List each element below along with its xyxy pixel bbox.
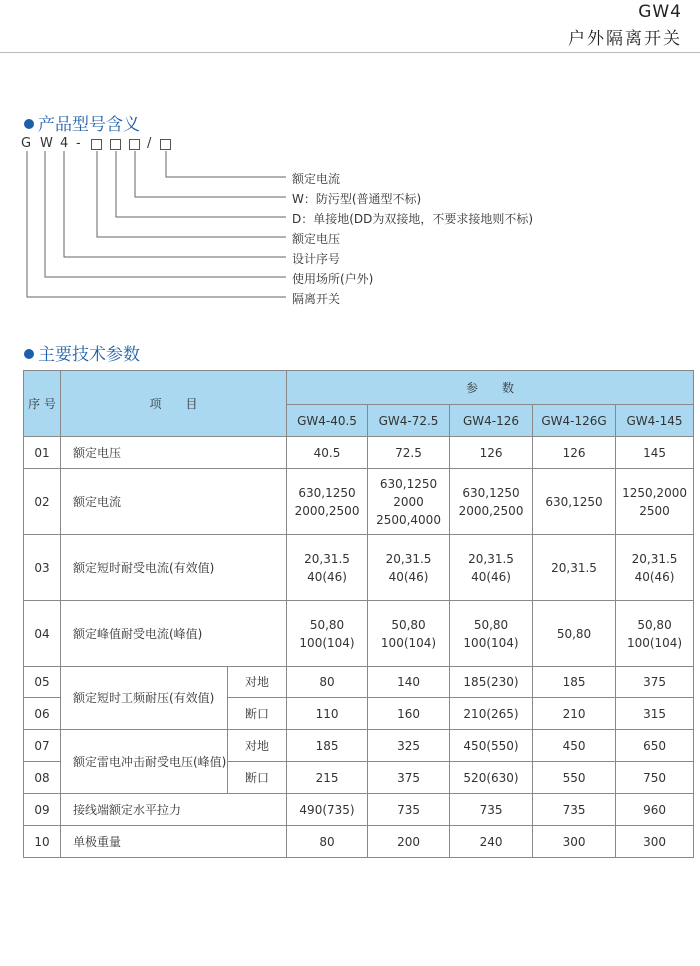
code-char-w: W <box>40 136 53 151</box>
cell: 375 <box>616 667 694 698</box>
cell: 960 <box>616 794 694 826</box>
cell: 50,80 <box>533 601 616 667</box>
row-no: 10 <box>24 826 61 858</box>
cell: 110 <box>287 698 368 730</box>
row-item: 额定短时工频耐压(有效值) <box>61 667 228 730</box>
cell: 325 <box>368 730 450 762</box>
cell: 145 <box>616 437 694 469</box>
code-char-g: G <box>21 136 32 151</box>
cell: 80 <box>287 826 368 858</box>
cell: 20,31.5 40(46) <box>450 535 533 601</box>
legend-disconnect-switch: 隔离开关 <box>292 292 341 306</box>
cell: 20,31.5 40(46) <box>368 535 450 601</box>
table-row <box>24 469 694 535</box>
cell: 300 <box>616 826 694 858</box>
cell: 50,80 100(104) <box>368 601 450 667</box>
header-no: 序 号 <box>24 371 61 437</box>
cell: 20,31.5 40(46) <box>616 535 694 601</box>
cell: 630,1250 <box>533 469 616 535</box>
cell: 126 <box>533 437 616 469</box>
cell: 490(735) <box>287 794 368 826</box>
cell: 630,1250 2000,2500 <box>450 469 533 535</box>
header-item: 项 目 <box>61 371 287 437</box>
row-item: 额定雷电冲击耐受电压(峰值) <box>61 730 228 794</box>
section-tech-params-title: 主要技术参数 <box>24 340 140 365</box>
legend-rated-voltage: 额定电压 <box>292 232 341 246</box>
cell: 315 <box>616 698 694 730</box>
legend-rated-current: 额定电流 <box>292 172 341 186</box>
cell: 210(265) <box>450 698 533 730</box>
table-row <box>24 601 694 667</box>
row-sub: 对地 <box>228 667 287 698</box>
row-item: 接线端额定水平拉力 <box>61 794 287 826</box>
header-title: 户外隔离开关 <box>568 29 682 49</box>
cell: 185 <box>533 667 616 698</box>
model-header: GW4-72.5 <box>368 405 450 437</box>
cell: 210 <box>533 698 616 730</box>
cell: 185(230) <box>450 667 533 698</box>
cell: 735 <box>533 794 616 826</box>
cell: 300 <box>533 826 616 858</box>
cell: 630,1250 2000 2500,4000 <box>368 469 450 535</box>
cell: 50,80 100(104) <box>287 601 368 667</box>
cell: 750 <box>616 762 694 794</box>
row-no: 03 <box>24 535 61 601</box>
cell: 630,1250 2000,2500 <box>287 469 368 535</box>
cell: 140 <box>368 667 450 698</box>
table-row <box>24 826 694 858</box>
cell: 80 <box>287 667 368 698</box>
code-char-4: 4 <box>60 136 69 151</box>
row-no: 09 <box>24 794 61 826</box>
legend-anti-pollution: W：防污型(普通型不标) <box>292 192 422 206</box>
row-no: 02 <box>24 469 61 535</box>
row-no: 01 <box>24 437 61 469</box>
row-item: 额定短时耐受电流(有效值) <box>61 535 287 601</box>
cell: 40.5 <box>287 437 368 469</box>
row-no: 07 <box>24 730 61 762</box>
section-model-meaning-title: 产品型号含义 <box>24 110 140 135</box>
model-header: GW4-40.5 <box>287 405 368 437</box>
cell: 240 <box>450 826 533 858</box>
code-char-slash: / <box>147 136 152 151</box>
row-no: 04 <box>24 601 61 667</box>
row-item: 额定电压 <box>61 437 287 469</box>
legend-usage-location: 使用场所(户外) <box>292 272 374 286</box>
cell: 550 <box>533 762 616 794</box>
cell: 200 <box>368 826 450 858</box>
cell: 20,31.5 <box>533 535 616 601</box>
cell: 1250,2000 2500 <box>616 469 694 535</box>
bullet-dot-icon <box>24 349 34 359</box>
row-sub: 对地 <box>228 730 287 762</box>
cell: 20,31.5 40(46) <box>287 535 368 601</box>
row-no: 08 <box>24 762 61 794</box>
model-header: GW4-145 <box>616 405 694 437</box>
legend-design-number: 设计序号 <box>292 252 341 266</box>
model-header: GW4-126G <box>533 405 616 437</box>
tech-params-table <box>23 370 694 858</box>
cell: 50,80 100(104) <box>616 601 694 667</box>
cell: 520(630) <box>450 762 533 794</box>
cell: 72.5 <box>368 437 450 469</box>
cell: 450(550) <box>450 730 533 762</box>
cell: 185 <box>287 730 368 762</box>
cell: 215 <box>287 762 368 794</box>
model-header: GW4-126 <box>450 405 533 437</box>
row-no: 05 <box>24 667 61 698</box>
cell: 735 <box>368 794 450 826</box>
table-row <box>24 437 694 469</box>
row-item: 额定电流 <box>61 469 287 535</box>
cell: 126 <box>450 437 533 469</box>
cell: 735 <box>450 794 533 826</box>
table-row <box>24 730 694 762</box>
row-sub: 断口 <box>228 698 287 730</box>
table-row <box>24 667 694 698</box>
header-params: 参 数 <box>287 371 694 405</box>
header-model: GW4 <box>638 2 682 22</box>
table-row <box>24 535 694 601</box>
cell: 160 <box>368 698 450 730</box>
row-item: 单极重量 <box>61 826 287 858</box>
table-row <box>24 794 694 826</box>
legend-grounding: D：单接地(DD为双接地，不要求接地则不标) <box>292 212 534 226</box>
cell: 50,80 100(104) <box>450 601 533 667</box>
row-sub: 断口 <box>228 762 287 794</box>
row-item: 额定峰值耐受电流(峰值) <box>61 601 287 667</box>
row-no: 06 <box>24 698 61 730</box>
cell: 375 <box>368 762 450 794</box>
cell: 450 <box>533 730 616 762</box>
cell: 650 <box>616 730 694 762</box>
code-char-dash: - <box>76 136 81 151</box>
